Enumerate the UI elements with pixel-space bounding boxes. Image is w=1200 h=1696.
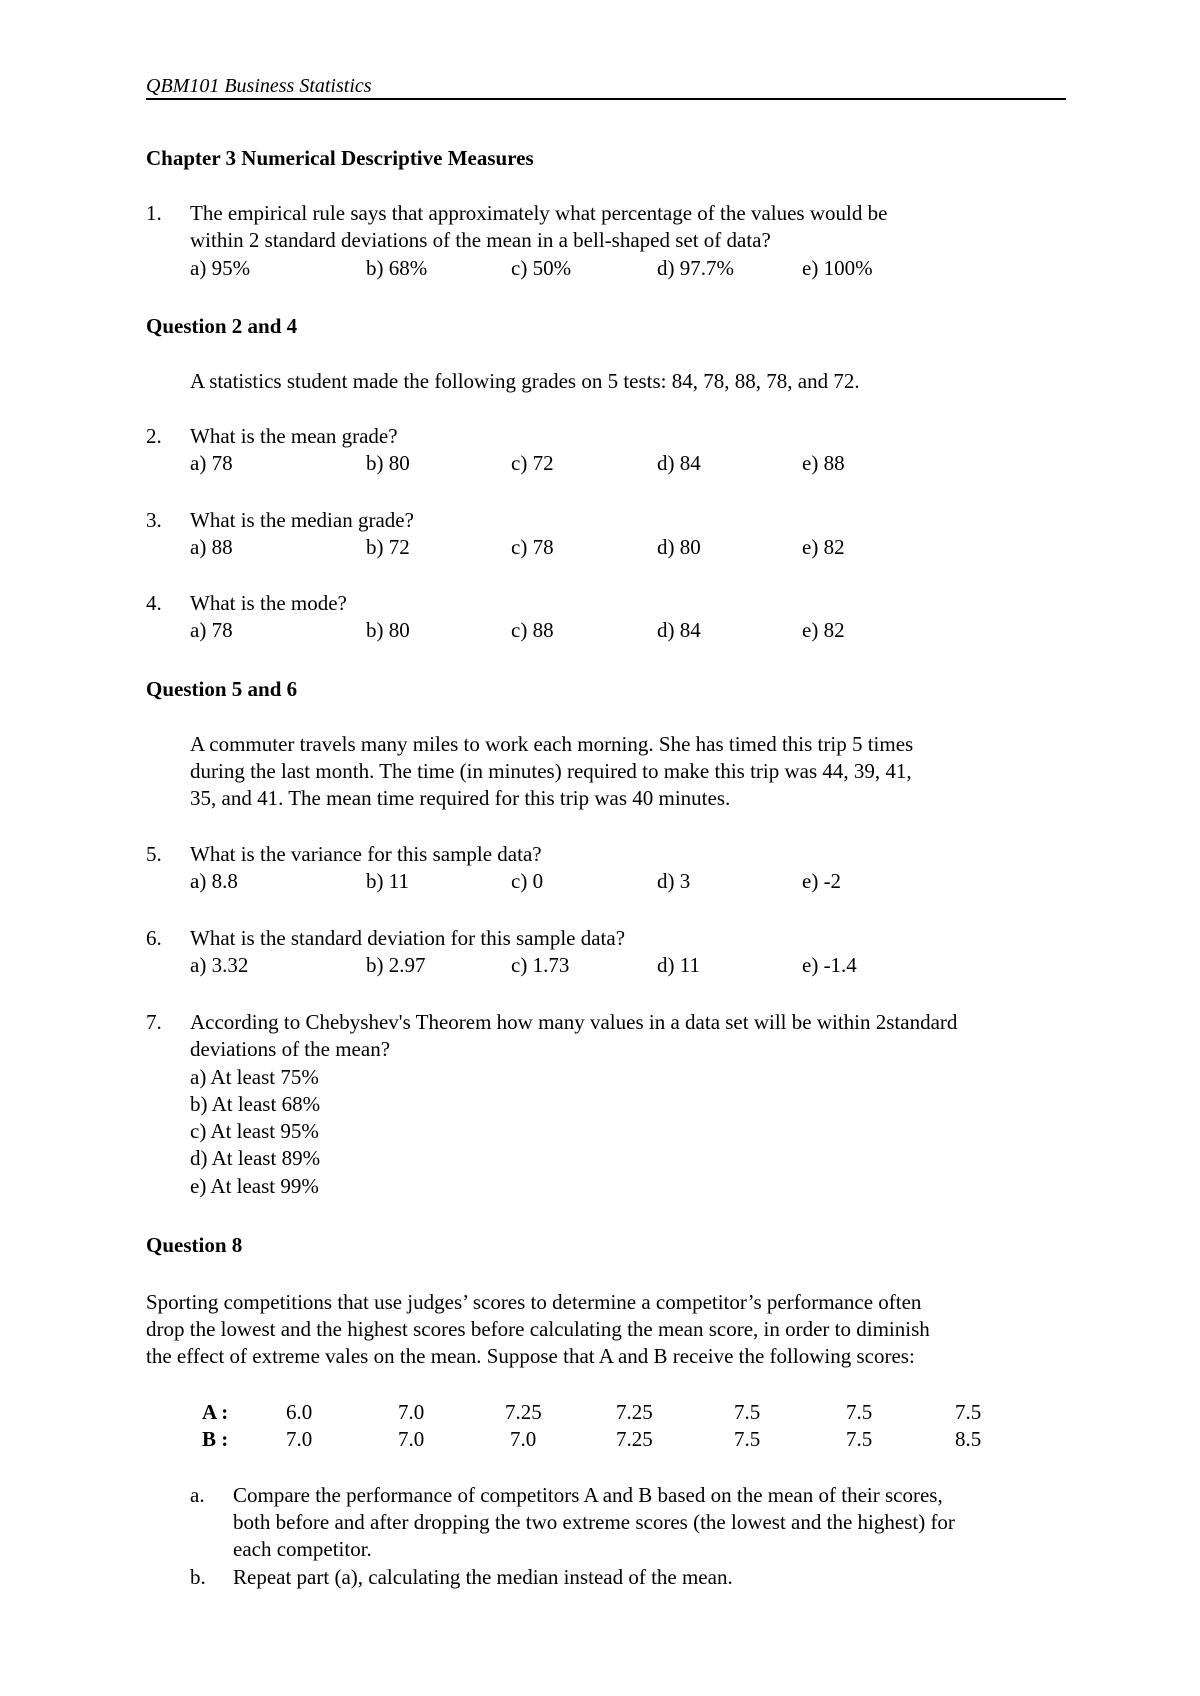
question-text-line1: The empirical rule says that approximately what percentage of the values would be xyxy=(190,201,888,225)
question-number: 3. xyxy=(146,508,162,532)
option-d: d) At least 89% xyxy=(190,1146,321,1170)
table-cell: 7.5 xyxy=(846,1400,873,1424)
option-a: a) At least 75% xyxy=(190,1065,319,1089)
option-c: c) 1.73 xyxy=(511,953,570,977)
option-b: b) 68% xyxy=(366,256,428,280)
section-8-line3: the effect of extreme vales on the mean. Suppose that A and B receive the following scores: xyxy=(146,1344,915,1368)
question-text: What is the median grade? xyxy=(190,508,414,532)
option-a: a) 78 xyxy=(190,618,233,642)
table-cell: 7.5 xyxy=(734,1427,761,1451)
option-b: b) 80 xyxy=(366,451,410,475)
table-cell: 7.0 xyxy=(398,1427,425,1451)
section-heading-8: Question 8 xyxy=(146,1233,243,1257)
part-text-line2: both before and after dropping the two extreme scores (the lowest and the highest) for xyxy=(233,1510,955,1534)
option-e: e) 100% xyxy=(802,256,873,280)
table-cell: 7.25 xyxy=(616,1427,653,1451)
option-d: d) 97.7% xyxy=(657,256,734,280)
table-cell: 7.25 xyxy=(505,1400,542,1424)
section-stem-line1: A commuter travels many miles to work each morning. She has timed this trip 5 times xyxy=(190,732,914,756)
option-d: d) 3 xyxy=(657,869,691,893)
section-8-line1: Sporting competitions that use judges’ scores to determine a competitor’s performance often xyxy=(146,1290,922,1314)
option-e: e) 82 xyxy=(802,535,845,559)
option-e: e) -2 xyxy=(802,869,842,893)
table-cell: 8.5 xyxy=(955,1427,982,1451)
question-text-line1: According to Chebyshev's Theorem how many values in a data set will be within 2standard xyxy=(190,1010,958,1034)
question-number: 4. xyxy=(146,591,162,615)
part-text-line1: Compare the performance of competitors A and B based on the mean of their scores, xyxy=(233,1483,943,1507)
part-marker: b. xyxy=(190,1565,206,1589)
question-text-line2: within 2 standard deviations of the mean in a bell-shaped set of data? xyxy=(190,228,771,252)
option-c: c) 0 xyxy=(511,869,544,893)
option-c: c) 72 xyxy=(511,451,554,475)
section-8-line2: drop the lowest and the highest scores before calculating the mean score, in order to diminish xyxy=(146,1317,930,1341)
section-stem-line2: during the last month. The time (in minutes) required to make this trip was 44, 39, 41, xyxy=(190,759,912,783)
question-number: 5. xyxy=(146,842,162,866)
option-a: a) 3.32 xyxy=(190,953,249,977)
question-text: What is the standard deviation for this sample data? xyxy=(190,926,626,950)
part-marker: a. xyxy=(190,1483,205,1507)
option-e: e) 88 xyxy=(802,451,845,475)
option-b: b) 72 xyxy=(366,535,410,559)
header-rule xyxy=(146,98,1066,100)
section-heading-2-4: Question 2 and 4 xyxy=(146,314,298,338)
table-cell: 7.5 xyxy=(734,1400,761,1424)
chapter-title: Chapter 3 Numerical Descriptive Measures xyxy=(146,146,534,170)
table-cell: 7.5 xyxy=(955,1400,982,1424)
table-cell: 6.0 xyxy=(286,1400,313,1424)
section-heading-5-6: Question 5 and 6 xyxy=(146,677,298,701)
question-number: 2. xyxy=(146,424,162,448)
section-stem-line3: 35, and 41. The mean time required for this trip was 40 minutes. xyxy=(190,786,731,810)
option-b: b) At least 68% xyxy=(190,1092,321,1116)
option-b: b) 80 xyxy=(366,618,410,642)
table-cell: 7.25 xyxy=(616,1400,653,1424)
question-number: 7. xyxy=(146,1010,162,1034)
table-cell: 7.0 xyxy=(286,1427,313,1451)
option-a: a) 88 xyxy=(190,535,233,559)
table-cell: 7.0 xyxy=(510,1427,537,1451)
question-number: 6. xyxy=(146,926,162,950)
option-c: c) 50% xyxy=(511,256,572,280)
question-text: What is the variance for this sample data? xyxy=(190,842,542,866)
option-b: b) 11 xyxy=(366,869,409,893)
section-stem-2-4: A statistics student made the following grades on 5 tests: 84, 78, 88, 78, and 72. xyxy=(190,369,860,393)
option-a: a) 78 xyxy=(190,451,233,475)
question-number: 1. xyxy=(146,201,162,225)
table-cell: 7.0 xyxy=(398,1400,425,1424)
option-d: d) 80 xyxy=(657,535,701,559)
option-e: e) -1.4 xyxy=(802,953,857,977)
part-text-line1: Repeat part (a), calculating the median instead of the mean. xyxy=(233,1565,733,1589)
option-b: b) 2.97 xyxy=(366,953,426,977)
question-text-line2: deviations of the mean? xyxy=(190,1037,391,1061)
option-a: a) 8.8 xyxy=(190,869,238,893)
option-e: e) At least 99% xyxy=(190,1174,319,1198)
question-text: What is the mode? xyxy=(190,591,347,615)
option-c: c) 88 xyxy=(511,618,554,642)
option-d: d) 84 xyxy=(657,618,701,642)
option-a: a) 95% xyxy=(190,256,251,280)
row-label: B : xyxy=(202,1427,229,1451)
question-text: What is the mean grade? xyxy=(190,424,398,448)
option-c: c) 78 xyxy=(511,535,554,559)
option-d: d) 11 xyxy=(657,953,700,977)
option-e: e) 82 xyxy=(802,618,845,642)
option-c: c) At least 95% xyxy=(190,1119,319,1143)
table-cell: 7.5 xyxy=(846,1427,873,1451)
row-label: A : xyxy=(202,1400,229,1424)
option-d: d) 84 xyxy=(657,451,701,475)
part-text-line3: each competitor. xyxy=(233,1537,372,1561)
course-header: QBM101 Business Statistics xyxy=(146,75,372,97)
